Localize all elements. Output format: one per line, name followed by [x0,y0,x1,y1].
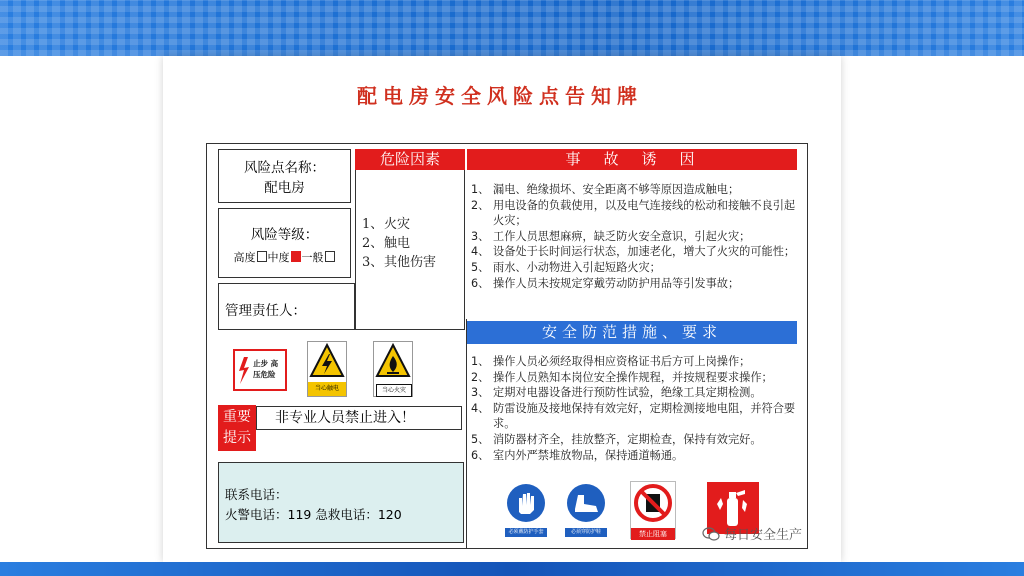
list-item: 3、 其他伤害 [362,255,437,270]
no-blocking-sign [630,481,676,539]
shoes-sign-text: 必须穿防护鞋 [565,528,607,537]
wear-safety-shoes-sign [565,482,607,538]
electric-hazard-icon [308,342,346,382]
list-item: 2、 操作人员熟知本岗位安全操作规程，并按规程要求操作； [471,370,773,384]
list-item: 3、 定期对电器设备进行预防性试验，绝缘工具定期检测。 [471,386,762,400]
gloves-icon [505,482,547,524]
causes-header: 事 故 诱 因 [467,149,797,170]
electric-shock-warning-sign [307,341,347,397]
list-item: 2、 触电 [362,236,411,251]
no-blocking-sign-text: 禁止阻塞 [631,528,675,540]
risk-level-label: 风险等级： [250,227,319,243]
important-label-2: 提示 [223,430,251,446]
shock-sign-text: 当心触电 [308,382,346,396]
level-low-checkbox [325,251,335,262]
fire-warning-sign [373,341,413,397]
watermark-text: 每日安全生产 [724,528,803,543]
fire-hazard-icon [374,342,412,382]
list-item: 3、 工作人员思想麻痹，缺乏防火安全意识，引起火灾； [471,229,751,243]
level-high-label: 高度 [233,251,256,264]
header-banner [0,0,1024,56]
wear-gloves-sign [505,482,547,538]
list-item: 1、 操作人员必须经取得相应资格证书后方可上岗操作； [471,355,751,368]
list-item: 1、 漏电、绝缘损坏、安全距离不够等原因造成触电； [471,183,740,196]
important-tag [218,405,256,451]
high-voltage-danger-sign [233,349,287,391]
list-item: 5、 消防器材齐全，挂放整齐，定期检查，保持有效完好。 [471,432,762,446]
list-item: 2、 用电设备的负载使用，以及电气连接线的松动和接触不良引起火灾； [471,198,796,228]
hazards-list [362,215,436,272]
level-low-label: 一般 [301,251,324,264]
fire-sign-text: 当心火灾 [376,384,412,397]
emergency-phones: 火警电话：119 急救电话：120 [225,507,402,522]
important-label-1: 重要 [223,409,251,425]
manager-box [218,283,355,330]
level-mid-checkbox [291,251,301,262]
risk-level-box [218,208,351,278]
contact-label: 联系电话： [225,487,288,502]
no-blocking-icon [631,482,675,524]
risk-name-label: 风险点名称： [244,160,325,176]
list-item: 4、 设备处于长时间运行状态，加速老化，增大了火灾的可能性； [471,245,796,259]
footer-band [0,562,1024,576]
manager-label: 管理责任人： [225,303,306,319]
safety-shoe-icon [565,482,607,524]
list-item: 6、 室内外严禁堆放物品，保持通道畅通。 [471,448,684,462]
risk-level-options [219,249,350,265]
list-item: 5、 雨水、小动物进入引起短路火灾； [471,260,661,274]
high-voltage-sign-text: 止步 高压危险 [253,359,279,379]
important-notice-box [256,406,462,430]
risk-name-box [218,149,351,203]
level-mid-label: 中度 [267,251,290,264]
column-divider [466,319,467,548]
level-high-checkbox [257,251,267,262]
list-item: 6、 操作人员未按规定穿戴劳动防护用品等引发事故； [471,276,740,290]
risk-name-value: 配电房 [264,180,305,196]
measures-header: 安全防范措施、要求 [467,321,797,344]
measures-list [471,354,803,463]
hazards-header: 危险因素 [355,149,465,170]
list-item: 4、 防雷设施及接地保持有效完好，定期检测接地电阻，并符合要求。 [471,401,796,431]
risk-notice-board [206,143,808,549]
wechat-watermark [702,524,802,543]
important-notice-text: 非专业人员禁止进入！ [275,410,415,426]
gloves-sign-text: 必须戴防护手套 [505,528,547,537]
page-title: 配电房安全风险点告知牌 [357,84,643,108]
list-item: 1、 火灾 [362,217,411,232]
wechat-icon [702,526,720,542]
causes-list [471,182,801,291]
contact-box [218,462,464,543]
